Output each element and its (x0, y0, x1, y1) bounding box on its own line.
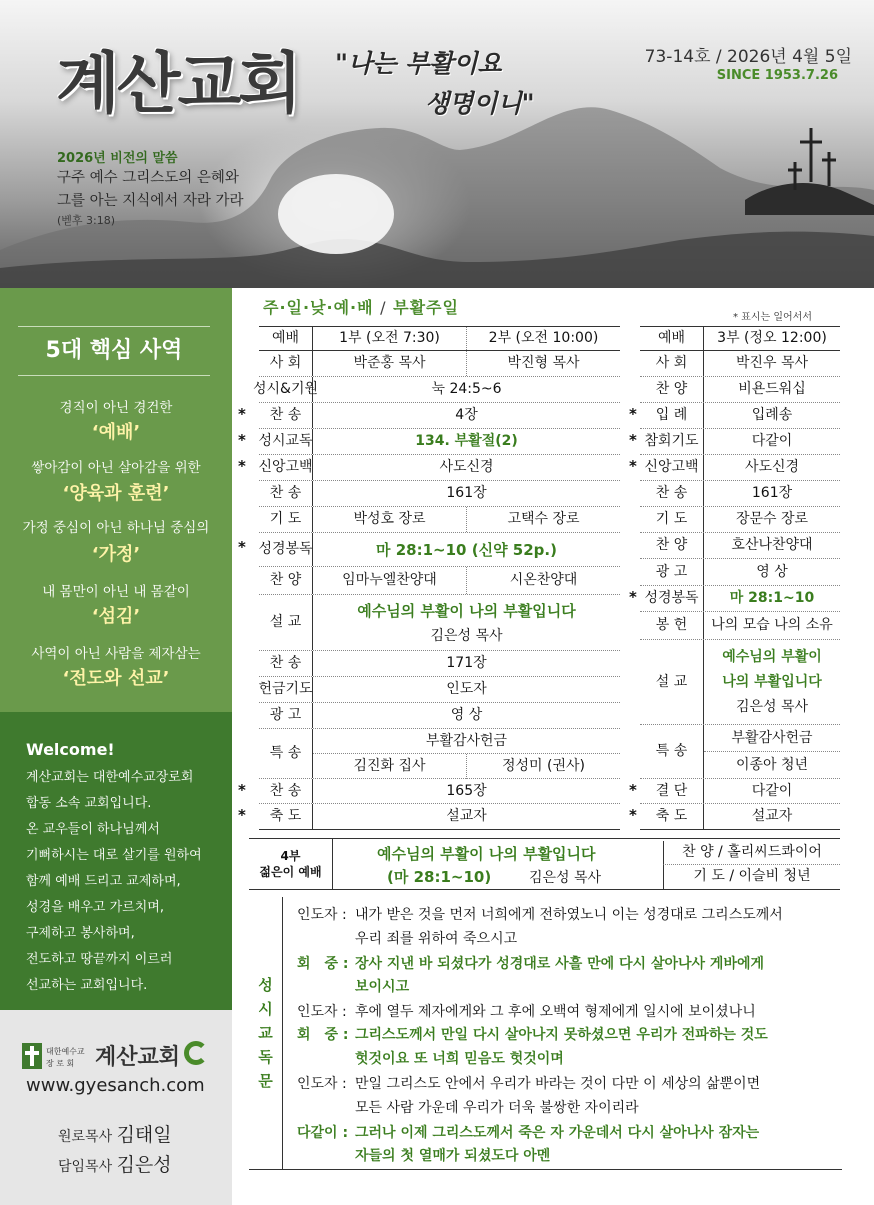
reading-speaker: 다같이 : (297, 1125, 349, 1141)
row-value: 부활감사헌금 (704, 725, 840, 752)
table-row (259, 677, 620, 703)
core-item-name: ‘가정’ (91, 544, 141, 565)
row-label: 입 례 (640, 403, 704, 428)
table-row (640, 533, 840, 559)
welcome-line: 선교하는 교회입니다. (26, 978, 148, 993)
row-value: 마 28:1~10 (729, 590, 815, 607)
standing-mark: * (629, 431, 637, 449)
sermon-preacher: 김은성 목사 (735, 698, 809, 715)
core-item-desc: 경직이 아닌 경건한 (59, 400, 173, 416)
row-label: 사 회 (259, 351, 313, 376)
pastor-senior-name: 김은성 (116, 1154, 172, 1176)
row-value: 이종아 청년 (735, 757, 809, 774)
reading-text: 내가 받은 것을 먼저 너희에게 전하였노니 이는 성경대로 그리스도께서 (355, 907, 783, 923)
row-value: 165장 (446, 782, 487, 799)
youth-service-label (249, 839, 333, 889)
row-value: 박준홍 목사 (313, 351, 467, 376)
reading-speaker: 인도자 : (297, 1076, 347, 1092)
row-value: 박진형 목사 (507, 355, 580, 372)
youth-praise: 찬 양 / 홀리씨드콰이어 (663, 841, 840, 865)
welcome-line: 성경을 배우고 가르치며, (26, 900, 164, 915)
reading-text: 후에 열두 제자에게와 그 후에 오백여 형제에게 일시에 보이셨나니 (355, 1004, 756, 1020)
table-row (640, 804, 840, 829)
row-label: 찬 송 (259, 403, 313, 428)
table-row (640, 351, 840, 377)
service-table-1-2 (253, 326, 620, 830)
row-value: 정성미 (권사) (502, 758, 585, 775)
core-item-desc: 가정 중심이 아닌 하나님 중심의 (22, 520, 210, 536)
row-label: 특 송 (259, 729, 313, 778)
core-ministry-title: 5대 핵심 사역 (18, 326, 210, 376)
welcome-line: 계산교회는 대한예수교장로회 (26, 770, 194, 785)
row-label: 축 도 (640, 804, 704, 829)
table-row (259, 507, 620, 533)
row-label: 찬 송 (259, 651, 313, 676)
table-row (259, 779, 620, 804)
standing-mark: * (238, 457, 246, 475)
vision-title: 2026년 비전의 말씀 (57, 151, 178, 166)
youth-label-line2: 젊은이 예배 (259, 865, 322, 880)
row-value: 고택수 장로 (507, 511, 580, 528)
header-cell: 예배 (640, 327, 704, 350)
row-label: 참회기도 (640, 429, 704, 454)
reading-text: 그리스도께서 만일 다시 살아나지 못하셨으면 우리가 전파하는 것도 (355, 1027, 768, 1043)
row-value: 인도자 (446, 681, 487, 698)
table-row (259, 351, 620, 377)
row-label: 광 고 (640, 559, 704, 585)
church-emblem-icon (184, 1041, 208, 1065)
row-value: 134. 부활절(2) (415, 433, 518, 450)
row-label: 찬 양 (259, 567, 313, 594)
table-row (259, 455, 620, 481)
pastor-emeritus-label: 원로목사 (58, 1129, 113, 1145)
reading-text: 만일 그리스도 안에서 우리가 바라는 것이 다만 이 세상의 삶뿐이면 (355, 1076, 761, 1092)
row-value: 사도신경 (744, 459, 800, 476)
reading-label-char: 시 (258, 1000, 273, 1018)
row-label: 봉 헌 (640, 612, 704, 639)
row-value: 161장 (446, 485, 487, 502)
welcome-title: Welcome! (26, 740, 115, 759)
header-cell: 예배 (259, 327, 313, 350)
table-row (640, 612, 840, 640)
service-heading-main: 주·일·낮·예·배 (263, 298, 374, 317)
row-value: 김진화 집사 (313, 754, 467, 779)
logo-denomination: 대한예수교 (46, 1047, 85, 1056)
table-row (259, 703, 620, 729)
table-row (259, 651, 620, 677)
row-value: 장문수 장로 (735, 511, 809, 528)
church-title: 계산교회 (56, 45, 300, 122)
core-item-desc: 쌓아감이 아닌 살아감을 위한 (31, 460, 201, 476)
table-row (259, 729, 620, 779)
reading-speaker: 회 중 : (297, 1027, 349, 1043)
core-item-desc: 사역이 아닌 사람을 제자삼는 (31, 646, 201, 662)
row-value: 나의 모습 나의 소유 (711, 617, 833, 634)
reading-text: 우리 죄를 위하여 죽으시고 (355, 931, 518, 947)
row-value: 임마누엘찬양대 (313, 567, 467, 594)
reading-label-char: 성 (258, 976, 273, 994)
sermon-title-line1: 예수님의 부활이 (722, 648, 822, 665)
row-value: 다같이 (751, 433, 793, 450)
youth-label-line1: 4부 (280, 849, 301, 863)
table-row (259, 403, 620, 429)
row-value: 설교자 (446, 808, 487, 825)
core-item-name: ‘예배’ (91, 422, 141, 443)
reading-text: 그러나 이제 그리스도께서 죽은 자 가운데서 다시 살아나사 잠자는 (355, 1125, 760, 1141)
service-heading-sep: / (380, 298, 387, 317)
youth-prayer: 기 도 / 이슬비 청년 (663, 865, 840, 889)
reading-text: 장사 지낸 바 되셨다가 성경대로 사흘 만에 다시 살아나사 게바에게 (355, 956, 765, 972)
row-label: 결 단 (640, 779, 704, 803)
standing-mark: * (629, 588, 637, 606)
sermon-title-line2: 나의 부활입니다 (722, 673, 822, 690)
issue-date: 73-14호 / 2026년 4월 5일 (644, 47, 852, 67)
reading-text: 자들의 첫 열매가 되셨도다 아멘 (355, 1148, 551, 1164)
table-row (640, 403, 840, 429)
standing-mark: * (238, 806, 246, 824)
row-label: 설 교 (259, 595, 313, 650)
service-table-3 (640, 326, 840, 830)
row-value: 다같이 (751, 782, 793, 799)
reading-speaker: 회 중 : (297, 956, 349, 972)
table-row (640, 559, 840, 586)
vision-verse-line1: 구주 예수 그리스도의 은혜와 (57, 170, 239, 186)
row-value: 마 28:1~10 (신약 52p.) (376, 540, 557, 559)
row-value: 입례송 (751, 407, 793, 424)
standing-note: * 표시는 일어서서 (733, 312, 812, 323)
row-label: 헌금기도 (259, 677, 313, 702)
row-value: 171장 (446, 655, 487, 672)
standing-mark: * (238, 538, 246, 556)
church-website-link[interactable]: www.gyesanch.com (26, 1075, 205, 1096)
standing-mark: * (629, 457, 637, 475)
table-row (259, 481, 620, 507)
core-item-name: ‘전도와 선교’ (62, 668, 170, 689)
row-value: 박성호 장로 (313, 507, 467, 532)
row-value: 박진우 목사 (735, 355, 809, 372)
row-value: 설교자 (751, 808, 793, 825)
table-row (640, 377, 840, 403)
row-label: 기 도 (640, 507, 704, 532)
welcome-line: 함께 예배 드리고 교제하며, (26, 874, 181, 889)
row-label: 광 고 (259, 703, 313, 728)
table-row (259, 595, 620, 651)
table-header-row (259, 327, 620, 351)
header-cell: 2부 (오전 10:00) (488, 330, 599, 347)
logo-church-name: 계산교회 (95, 1045, 181, 1070)
row-label: 찬 양 (640, 377, 704, 402)
vision-verse-line2: 그를 아는 지식에서 자라 가라 (57, 193, 244, 209)
youth-sermon-ref: (마 28:1~10) (387, 868, 492, 886)
row-value: 호산나찬양대 (731, 537, 813, 554)
row-value: 사도신경 (439, 459, 494, 476)
responsive-reading-label (249, 897, 283, 1169)
reading-label-char: 교 (258, 1024, 273, 1042)
row-label: 찬 송 (640, 481, 704, 506)
since-date: SINCE 1953.7.26 (716, 68, 838, 83)
youth-preacher: 김은성 목사 (529, 870, 602, 886)
row-label: 신앙고백 (259, 455, 313, 480)
table-row (640, 481, 840, 507)
row-value: 161장 (751, 485, 793, 502)
table-row (640, 640, 840, 725)
table-row (640, 507, 840, 533)
pastor-senior (58, 1150, 172, 1177)
header-cell: 1부 (오전 7:30) (313, 327, 467, 350)
row-label: 성시&기원 (259, 377, 313, 402)
row-value: 시온찬양대 (509, 572, 578, 589)
welcome-line: 구제하고 봉사하며, (26, 926, 135, 941)
row-label: 찬 송 (259, 779, 313, 803)
row-label: 성시교독 (259, 429, 313, 454)
row-label: 설 교 (640, 640, 704, 724)
row-label: 특 송 (640, 725, 704, 778)
table-row (640, 779, 840, 804)
standing-mark: * (629, 781, 637, 799)
reading-speaker: 인도자 : (297, 1004, 347, 1020)
row-label: 성경봉독 (640, 586, 704, 611)
welcome-line: 합동 소속 교회입니다. (26, 796, 152, 811)
sermon-title: 예수님의 부활이 나의 부활입니다 (357, 602, 576, 620)
row-label: 기 도 (259, 507, 313, 532)
vision-verse-ref: (벧후 3:18) (57, 214, 116, 227)
pastor-senior-label: 담임목사 (58, 1159, 113, 1175)
standing-mark: * (238, 405, 246, 423)
row-label: 찬 양 (640, 533, 704, 558)
standing-mark: * (629, 405, 637, 423)
reading-text: 모든 사람 가운데 우리가 더욱 불쌍한 자이리라 (355, 1100, 639, 1116)
sermon-preacher: 김은성 목사 (430, 627, 503, 644)
row-label: 성경봉독 (259, 533, 313, 566)
core-item-desc: 내 몸만이 아닌 내 몸같이 (42, 584, 190, 600)
header-cell: 3부 (정오 12:00) (717, 330, 827, 347)
welcome-line: 온 교우들이 하나님께서 (26, 822, 160, 837)
row-value: 4장 (455, 407, 478, 424)
row-value: 부활감사헌금 (313, 729, 620, 754)
table-header-row (640, 327, 840, 351)
row-label: 신앙고백 (640, 455, 704, 480)
core-item-name: ‘양육과 훈련’ (62, 483, 170, 504)
logo-denomination-sub: 장 로 회 (46, 1059, 75, 1068)
table-row (259, 804, 620, 829)
responsive-reading (249, 897, 842, 1170)
youth-service-box (249, 838, 840, 890)
reading-label-char: 독 (258, 1048, 273, 1066)
youth-sermon-title: 예수님의 부활이 나의 부활입니다 (377, 845, 596, 863)
pastor-emeritus-name: 김태일 (116, 1124, 172, 1146)
table-row (259, 533, 620, 567)
reading-text: 헛것이요 또 너희 믿음도 헛것이며 (355, 1051, 564, 1067)
reading-label-char: 문 (258, 1072, 273, 1090)
table-row (640, 586, 840, 612)
standing-mark: * (238, 781, 246, 799)
row-label: 찬 송 (259, 481, 313, 506)
table-row (640, 725, 840, 779)
header-quote-line2: 생명이니" (425, 89, 535, 118)
table-row (640, 429, 840, 455)
row-value: 영 상 (756, 563, 788, 580)
table-row (259, 429, 620, 455)
table-row (253, 377, 620, 403)
header-quote-line1: "나는 부활이요 (335, 49, 502, 78)
reading-speaker: 인도자 : (297, 907, 347, 923)
row-value: 비욘드워십 (738, 381, 806, 398)
table-row (640, 455, 840, 481)
header-banner (0, 0, 874, 288)
row-value: 영 상 (450, 707, 483, 724)
standing-mark: * (238, 431, 246, 449)
table-row (259, 567, 620, 595)
cross-logo-icon (22, 1043, 42, 1069)
reading-text: 보이시고 (355, 979, 410, 995)
standing-mark: * (629, 806, 637, 824)
row-label: 축 도 (259, 804, 313, 829)
welcome-line: 전도하고 땅끝까지 이르러 (26, 952, 173, 967)
service-heading (263, 295, 459, 318)
pastor-emeritus (58, 1120, 172, 1147)
core-item-name: ‘섬김’ (91, 606, 141, 627)
welcome-line: 기뻐하시는 대로 살기를 원하여 (26, 848, 202, 863)
service-heading-sub: 부활주일 (393, 298, 459, 317)
row-label: 사 회 (640, 351, 704, 376)
row-value: 눅 24:5~6 (431, 381, 502, 398)
